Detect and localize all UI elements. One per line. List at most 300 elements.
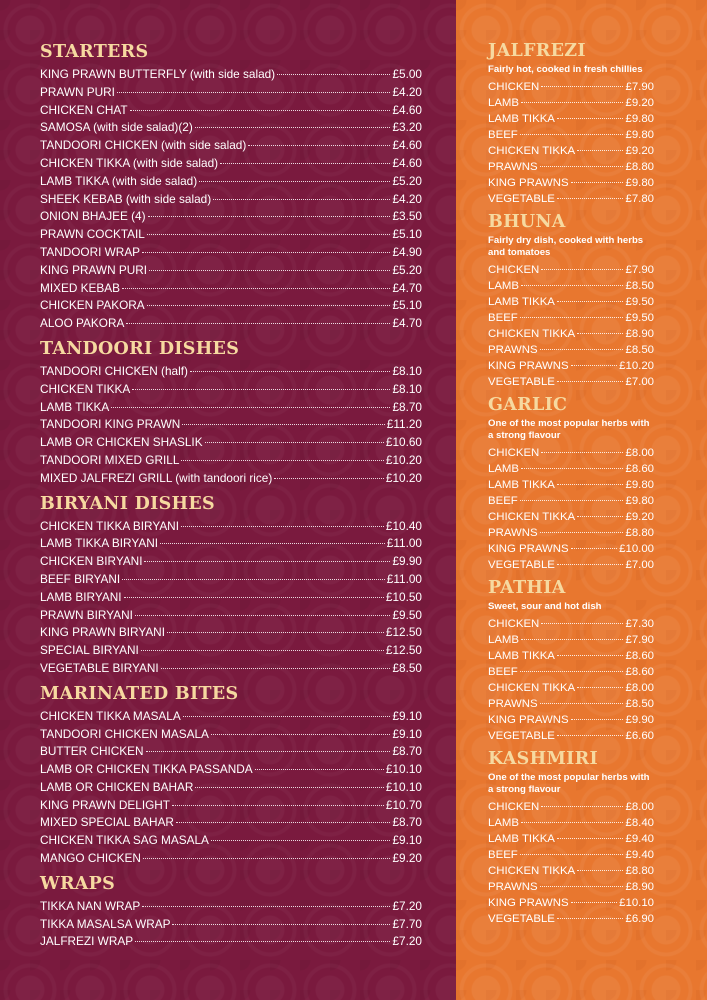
menu-item [40,315,422,333]
menu-item [40,191,422,209]
dot-leader [181,460,384,461]
menu-item [40,262,422,280]
menu-item [40,779,422,797]
menu-item [488,680,654,696]
item-name: PRAWNS [488,527,538,539]
menu-item [40,102,422,120]
menu-item [488,509,654,525]
dot-leader [520,134,624,135]
item-price: £8.80 [625,865,654,877]
dot-leader [571,182,624,183]
item-price: £7.30 [625,618,654,630]
dot-leader [540,532,624,533]
menu-item [488,461,654,477]
menu-item [488,326,654,342]
menu-item [488,696,654,712]
menu-item [40,535,422,553]
item-price: £10.20 [385,452,422,467]
item-name: PRAWNS [488,881,538,893]
dot-leader [117,92,391,93]
item-price: £8.90 [625,328,654,340]
menu-item [40,155,422,173]
dot-leader [541,269,623,270]
menu-section-jalfrezi [488,39,654,207]
dot-leader [277,74,390,75]
menu-item [488,143,654,159]
dot-leader [143,858,391,859]
item-price: £8.10 [392,363,422,378]
item-name: LAMB BIRYANI [40,589,122,604]
dot-leader [248,145,390,146]
item-price: £4.70 [392,280,422,295]
dot-leader [540,886,624,887]
item-price: £5.10 [392,298,422,313]
section-heading: GARLIC [488,395,568,415]
dot-leader [172,805,384,806]
item-price: £4.90 [392,244,422,259]
item-price: £8.10 [392,381,422,396]
left-menu-column [40,36,422,951]
menu-item [40,814,422,832]
item-price: £7.90 [625,81,654,93]
menu-item [488,728,654,744]
section-heading: BIRYANI DISHES [40,493,215,514]
menu-item [488,358,654,374]
menu-item [488,847,654,863]
dot-leader [211,840,391,841]
dot-leader [571,902,618,903]
item-name: PRAWN PURI [40,84,115,99]
menu-item [40,297,422,315]
item-name: CHICKEN TIKKA BIRYANI [40,518,179,533]
dot-leader [541,806,623,807]
item-price: £10.40 [385,518,422,533]
item-name: TANDOORI CHICKEN (half) [40,363,188,378]
menu-item [40,832,422,850]
menu-section-biryani-dishes [40,492,422,678]
item-name: BEEF [488,495,518,507]
item-name: LAMB OR CHICKEN SHASLIK [40,435,203,450]
item-price: £6.60 [625,730,654,742]
item-price: £11.00 [386,536,422,551]
section-subtitle: Sweet, sour and hot dish [488,601,602,612]
item-price: £4.60 [392,138,422,153]
menu-item [488,879,654,895]
item-name: MIXED JALFREZI GRILL (with tandoori rice) [40,470,273,485]
dot-leader [557,838,624,839]
menu-item [488,525,654,541]
item-name: CHICKEN TIKKA [488,682,576,694]
item-name: LAMB [488,280,520,292]
item-price: £10.20 [385,470,422,485]
menu-item [488,648,654,664]
dot-leader [274,478,384,479]
dot-leader [520,671,624,672]
section-subtitle: Fairly hot, cooked in fresh chillies [488,64,643,75]
menu-item [488,95,654,111]
item-price: £9.50 [392,607,422,622]
section-heading: WRAPS [40,873,116,894]
menu-item [40,553,422,571]
dot-leader [148,216,391,217]
item-name: TANDOORI MIXED GRILL [40,452,180,467]
dot-leader [520,854,624,855]
item-name: CHICKEN PAKORA [40,298,145,313]
dot-leader [571,548,618,549]
menu-item [488,175,654,191]
item-price: £8.80 [625,527,654,539]
menu-item [40,743,422,761]
section-heading: BHUNA [488,212,566,232]
dot-leader [146,751,391,752]
menu-item [488,342,654,358]
dot-leader [571,719,624,720]
dot-leader [577,516,623,517]
dot-leader [144,561,390,562]
item-price: £9.50 [625,296,654,308]
item-price: £7.90 [625,264,654,276]
dot-leader [142,906,390,907]
item-name: VEGETABLE [488,730,555,742]
item-price: £4.20 [392,191,422,206]
item-price: £8.80 [625,161,654,173]
section-subtitle: One of the most popular herbs with a strong flavour [488,772,650,795]
dot-leader [540,349,624,350]
dot-leader [172,924,390,925]
dot-leader [557,655,624,656]
item-price: £8.70 [392,744,422,759]
item-name: VEGETABLE [488,376,555,388]
item-name: TANDOORI KING PRAWN [40,417,181,432]
menu-section-bhuna [488,210,654,390]
dot-leader [557,198,624,199]
item-price: £7.20 [392,898,422,913]
item-price: £10.60 [385,435,422,450]
menu-item [488,712,654,728]
item-name: TANDOORI CHICKEN (with side salad) [40,138,247,153]
menu-item [40,797,422,815]
menu-section-marinated-bites [40,682,422,868]
item-name: TANDOORI CHICKEN MASALA [40,726,209,741]
dot-leader [557,735,624,736]
item-price: £8.50 [625,280,654,292]
section-heading: TANDOORI DISHES [40,338,240,359]
dot-leader [577,870,623,871]
item-name: LAMB TIKKA [488,479,555,491]
item-name: PRAWN COCKTAIL [40,227,145,242]
menu-item [488,815,654,831]
dot-leader [167,632,384,633]
menu-item [488,895,654,911]
dot-leader [111,407,390,408]
dot-leader [557,118,624,119]
dot-leader [577,333,623,334]
dot-leader [521,639,623,640]
item-price: £5.20 [392,262,422,277]
item-price: £9.80 [625,495,654,507]
item-price: £10.70 [385,797,422,812]
item-name: VEGETABLE [488,193,555,205]
item-name: LAMB TIKKA [488,113,555,125]
item-name: PRAWNS [488,161,538,173]
item-name: LAMB [488,97,520,109]
dot-leader [132,389,390,390]
item-name: KING PRAWN DELIGHT [40,797,170,812]
item-price: £8.50 [392,660,422,675]
dot-leader [541,623,623,624]
item-name: PRAWNS [488,344,538,356]
item-name: TIKKA NAN WRAP [40,898,141,913]
item-name: VEGETABLE [488,913,555,925]
item-name: KING PRAWNS [488,897,569,909]
item-name: CHICKEN TIKKA (with side salad) [40,155,219,170]
dot-leader [182,424,385,425]
item-price: £8.00 [625,447,654,459]
item-price: £9.50 [625,312,654,324]
item-name: MIXED SPECIAL BAHAR [40,815,174,830]
item-name: CHICKEN TIKKA [488,511,576,523]
menu-item [40,208,422,226]
menu-item [40,518,422,536]
item-price: £3.20 [392,120,422,135]
item-name: VEGETABLE [488,559,555,571]
item-price: £9.90 [392,554,422,569]
item-name: MIXED KEBAB [40,280,120,295]
item-name: JALFREZI WRAP [40,934,134,949]
menu-item [40,642,422,660]
item-price: £9.20 [625,511,654,523]
dot-leader [195,787,384,788]
dot-leader [540,166,624,167]
item-name: CHICKEN TIKKA [40,381,131,396]
menu-item [40,898,422,916]
dot-leader [521,285,623,286]
menu-item [40,624,422,642]
menu-item [40,933,422,951]
item-name: TIKKA MASALSA WRAP [40,916,171,931]
item-price: £9.80 [625,113,654,125]
item-name: BEEF [488,666,518,678]
menu-item [488,493,654,509]
item-price: £8.90 [625,881,654,893]
menu-item [488,278,654,294]
menu-item [488,616,654,632]
menu-item [40,916,422,934]
dot-leader [161,668,391,669]
item-name: LAMB TIKKA [488,833,555,845]
item-price: £10.10 [385,779,422,794]
dot-leader [122,288,390,289]
dot-leader [577,687,623,688]
dot-leader [181,526,384,527]
item-price: £4.70 [392,316,422,331]
item-price: £8.00 [625,682,654,694]
item-name: KING PRAWNS [488,543,569,555]
menu-item [488,79,654,95]
item-name: CHICKEN TIKKA SAG MASALA [40,833,209,848]
section-subtitle: One of the most popular herbs with a strong flavour [488,418,650,441]
dot-leader [213,199,390,200]
item-price: £9.80 [625,479,654,491]
item-name: KING PRAWN BIRYANI [40,625,165,640]
menu-item [40,452,422,470]
item-price: £7.00 [625,559,654,571]
item-price: £9.10 [392,726,422,741]
item-name: KING PRAWNS [488,360,569,372]
dot-leader [540,703,624,704]
menu-item [488,863,654,879]
menu-item [40,137,422,155]
item-name: SPECIAL BIRYANI [40,643,139,658]
item-name: KING PRAWN PURI [40,262,148,277]
menu-item [40,119,422,137]
dot-leader [160,543,385,544]
item-name: CHICKEN BIRYANI [40,554,143,569]
item-name: PRAWNS [488,698,538,710]
item-price: £8.60 [625,666,654,678]
dot-leader [577,150,623,151]
item-price: £6.90 [625,913,654,925]
dot-leader [135,615,391,616]
item-price: £9.20 [625,145,654,157]
dot-leader [190,371,391,372]
item-name: BEEF [488,312,518,324]
menu-item [40,280,422,298]
item-name: KING PRAWNS [488,177,569,189]
menu-section-pathia [488,576,654,744]
dot-leader [557,484,624,485]
item-price: £12.50 [385,625,422,640]
item-price: £4.60 [392,155,422,170]
item-name: PRAWN BIRYANI [40,607,133,622]
dot-leader [557,918,624,919]
dot-leader [195,127,391,128]
menu-item [488,111,654,127]
section-heading: KASHMIRI [488,749,598,769]
item-name: ALOO PAKORA [40,316,125,331]
item-price: £8.70 [392,815,422,830]
item-name: BUTTER CHICKEN [40,744,144,759]
item-price: £8.50 [625,344,654,356]
item-name: BEEF [488,849,518,861]
item-name: ONION BHAJEE (4) [40,209,146,224]
dot-leader [557,564,624,565]
menu-item [488,831,654,847]
menu-item [488,294,654,310]
item-name: BEEF [488,129,518,141]
item-name: CHICKEN TIKKA [488,328,576,340]
menu-item [488,262,654,278]
item-name: LAMB OR CHICKEN TIKKA PASSANDA [40,762,253,777]
right-menu-column [488,36,654,927]
dot-leader [521,102,623,103]
menu-item [488,374,654,390]
dot-leader [571,365,618,366]
item-name: CHICKEN [488,264,540,276]
section-subtitle: Fairly dry dish, cooked with herbs and tomatoes [488,235,644,258]
dot-leader [142,252,390,253]
dot-leader [147,234,391,235]
item-name: VEGETABLE BIRYANI [40,660,159,675]
dot-leader [521,468,623,469]
item-price: £9.20 [392,851,422,866]
item-name: LAMB [488,817,520,829]
item-price: £9.90 [625,714,654,726]
item-name: LAMB TIKKA [40,399,110,414]
item-name: CHICKEN TIKKA [488,145,576,157]
dot-leader [557,381,624,382]
item-price: £9.40 [625,833,654,845]
dot-leader [211,734,391,735]
menu-item [488,664,654,680]
item-price: £8.40 [625,817,654,829]
item-name: LAMB OR CHICKEN BAHAR [40,779,194,794]
item-name: MANGO CHICKEN [40,851,141,866]
section-heading: MARINATED BITES [40,683,239,704]
dot-leader [541,452,623,453]
dot-leader [521,822,623,823]
menu-item [40,84,422,102]
item-name: LAMB [488,634,520,646]
menu-item [40,244,422,262]
item-price: £9.10 [392,833,422,848]
item-name: CHICKEN [488,801,540,813]
menu-item [40,607,422,625]
item-price: £8.60 [625,463,654,475]
item-price: £9.20 [625,97,654,109]
menu-item [40,726,422,744]
dot-leader [199,181,390,182]
menu-item [488,445,654,461]
item-price: £4.60 [392,102,422,117]
item-price: £9.80 [625,129,654,141]
menu-item [40,470,422,488]
item-price: £12.50 [385,643,422,658]
item-name: KING PRAWNS [488,714,569,726]
item-price: £9.40 [625,849,654,861]
menu-item [488,127,654,143]
item-price: £7.90 [625,634,654,646]
menu-item [488,159,654,175]
dot-leader [130,110,391,111]
item-price: £10.50 [385,589,422,604]
menu-item [488,541,654,557]
item-name: CHICKEN CHAT [40,102,128,117]
menu-item [40,571,422,589]
section-heading: PATHIA [488,578,566,598]
item-name: CHICKEN [488,447,540,459]
item-name: SAMOSA (with side salad)(2) [40,120,193,135]
item-price: £7.20 [392,934,422,949]
item-price: £3.50 [392,209,422,224]
item-name: CHICKEN TIKKA [488,865,576,877]
item-price: £5.10 [392,227,422,242]
section-heading: JALFREZI [488,41,586,61]
item-price: £11.20 [386,417,422,432]
menu-item [40,416,422,434]
item-price: £10.10 [619,897,654,909]
dot-leader [149,270,390,271]
menu-item [40,660,422,678]
menu-item [488,310,654,326]
item-price: £8.50 [625,698,654,710]
item-name: TANDOORI WRAP [40,244,141,259]
item-name: LAMB TIKKA BIRYANI [40,536,159,551]
menu-section-starters [40,40,422,333]
item-name: KING PRAWN BUTTERFLY (with side salad) [40,67,276,81]
item-price: £10.20 [619,360,654,372]
menu-item [40,761,422,779]
